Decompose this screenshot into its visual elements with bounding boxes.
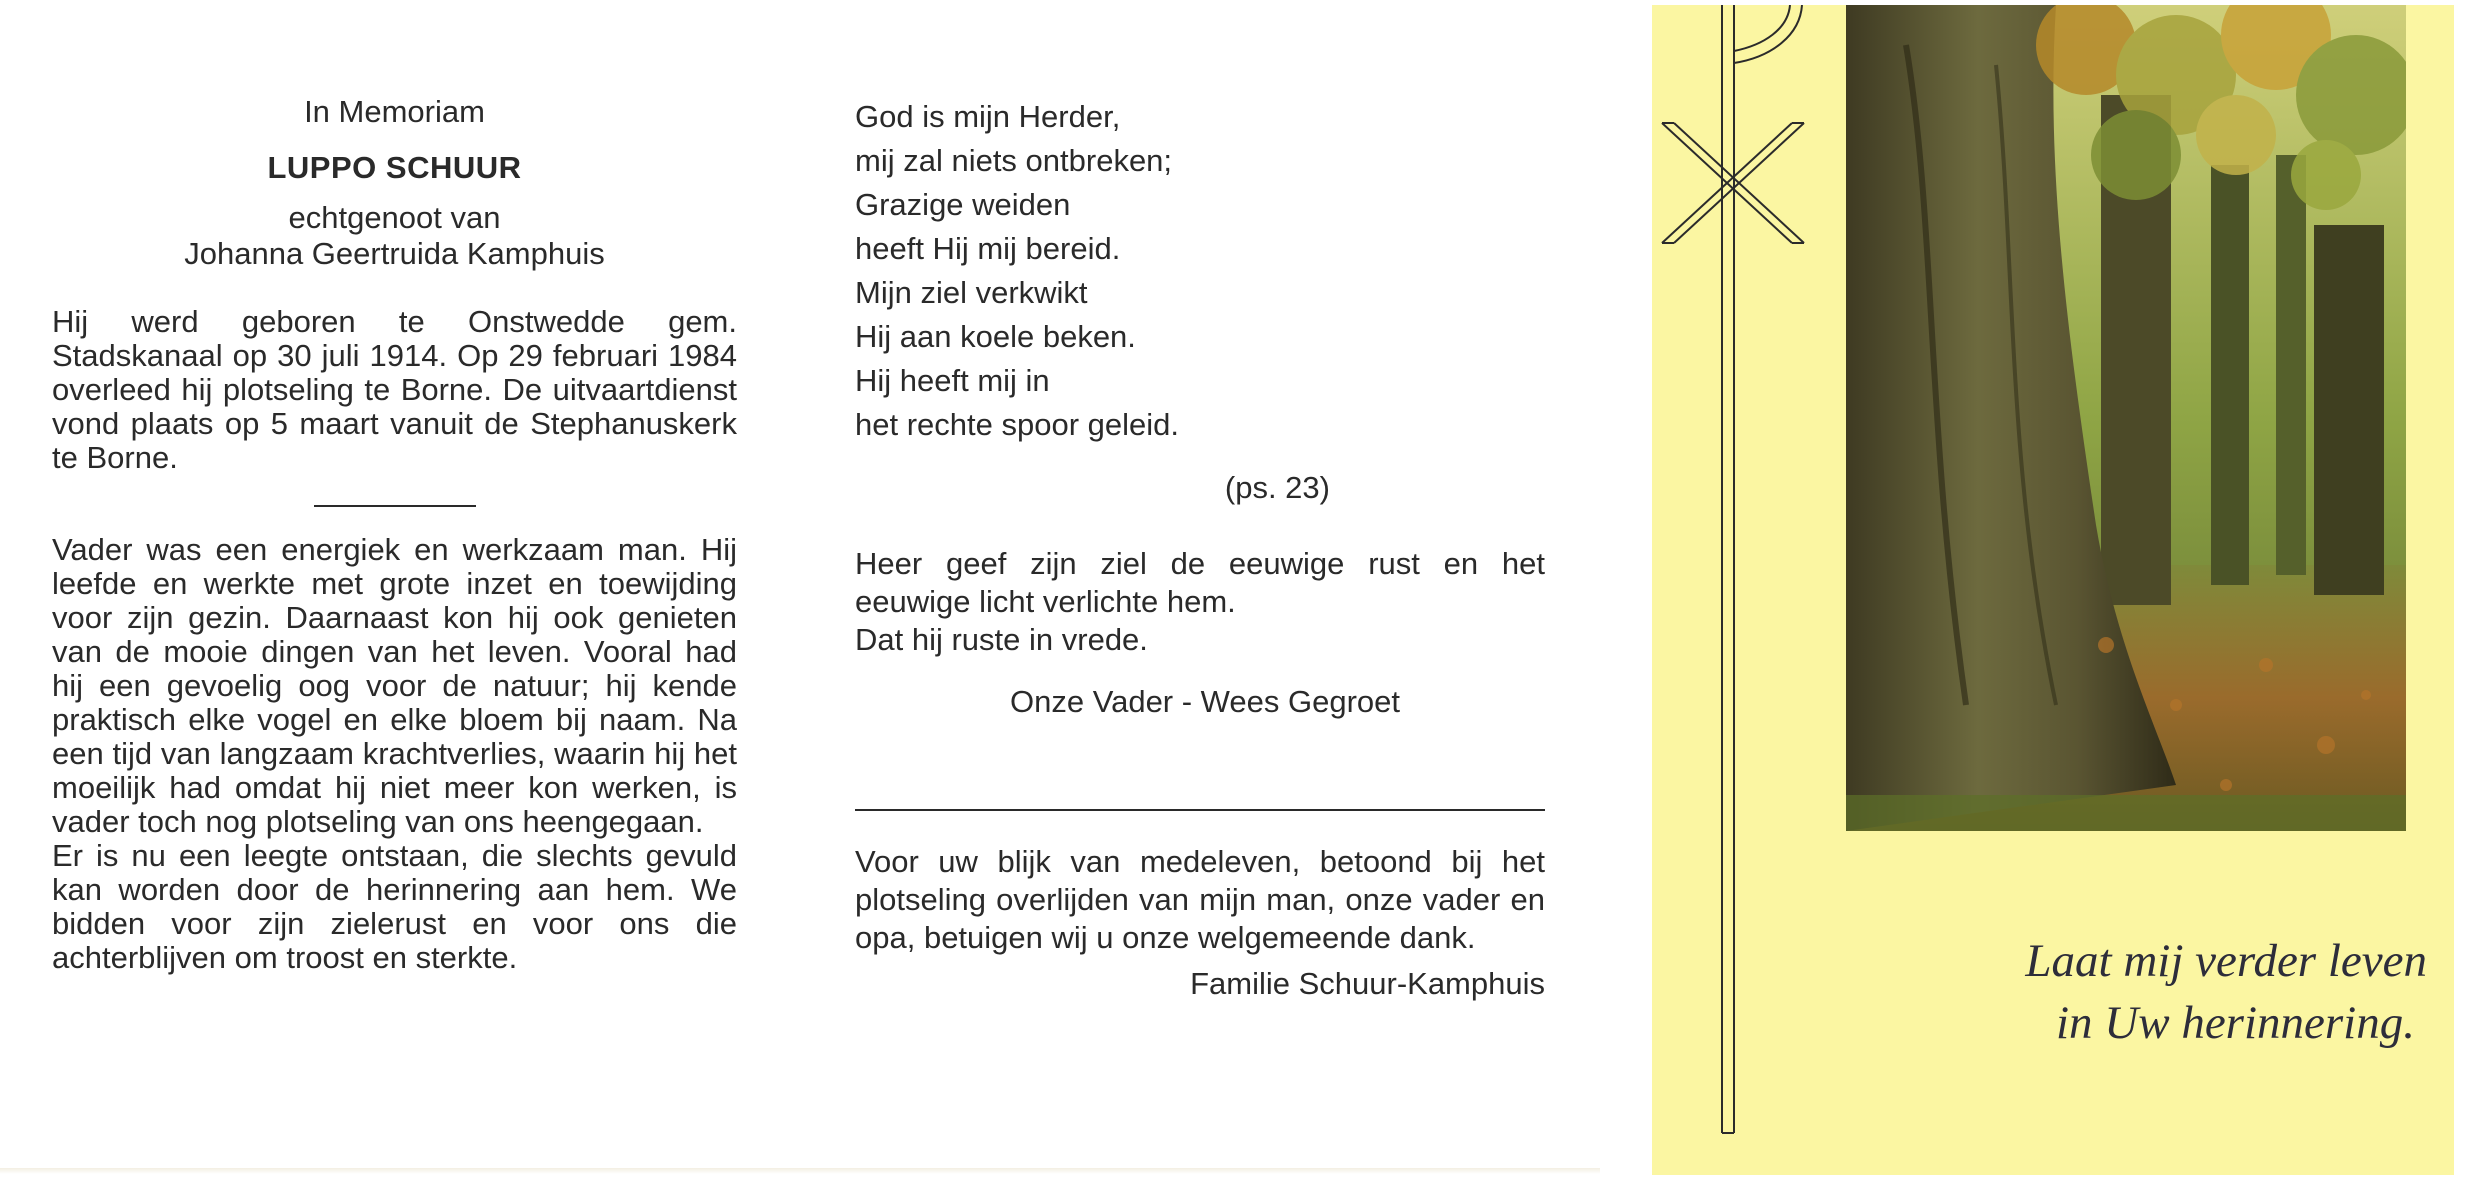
middle-panel — [855, 95, 1545, 1001]
cover-quote — [1867, 930, 2427, 1054]
spouse-name: Johanna Geertruida Kamphuis — [184, 236, 605, 271]
quote-line: Laat mij verder leven — [2025, 935, 2427, 987]
prayer-text — [855, 545, 1545, 659]
section-divider — [855, 809, 1545, 811]
prayers-title: Onze Vader - Wees Gegroet — [1010, 684, 1400, 719]
tribute-paragraph-1: Vader was een energiek en werkzaam man. Hij leefde en werkte met grote inzet en toewijding voor zijn gezin. Daarnaast kon hij ook genieten van de mooie dingen van het leven. Vooral had hij een gevoelig oog voor de natuur; hij kende praktisch elke vogel en elke bloem bij naam. Na een tijd van langzaam krachtverlies, waarin hij het moeilijk had omdat hij niet meer kon werken, is vader toch nog plotseling van ons heengegaan. — [52, 532, 737, 839]
psalm-line: het rechte spoor geleid. — [855, 407, 1179, 442]
psalm-text — [855, 95, 1545, 447]
spouse-label: echtgenoot van — [288, 200, 501, 235]
psalm-line: mij zal niets ontbreken; — [855, 143, 1173, 178]
psalm-line: Hij aan koele beken. — [855, 319, 1136, 354]
biography-text: Hij werd geboren te Onstwedde gem. Stadskanaal op 30 juli 1914. Op 29 februari 1984 overleed hij plotseling te Borne. De uitvaartdienst vond plaats op 5 maart vanuit de Stephanuskerk te Borne. — [52, 304, 737, 475]
memoriam-heading: In Memoriam — [304, 94, 485, 129]
family-signature: Familie Schuur-Kamphuis — [1190, 966, 1545, 1001]
quote-line: in Uw herinnering. — [2055, 997, 2415, 1049]
cover-card — [1652, 5, 2454, 1175]
deceased-name: LUPPO SCHUUR — [267, 150, 522, 185]
tribute-paragraph-2: Er is nu een leegte ontstaan, die slechts gevuld kan worden door de herinnering aan hem. We bidden voor zijn zielerust en voor ons die achterblijven om troost en sterkte. — [52, 838, 737, 975]
psalm-line: heeft Hij mij bereid. — [855, 231, 1121, 266]
section-divider — [314, 505, 476, 507]
thanks-text: Voor uw blijk van medeleven, betoond bij het plotseling overlijden van mijn man, onze vader en opa, betuigen wij u onze welgemeende dank. — [855, 844, 1545, 955]
prayer-line: Dat hij ruste in vrede. — [855, 622, 1148, 657]
forest-photo — [1846, 5, 2406, 831]
psalm-reference: (ps. 23) — [1224, 470, 1330, 505]
psalm-line: God is mijn Herder, — [855, 99, 1121, 134]
psalm-line: Hij heeft mij in — [855, 363, 1050, 398]
psalm-line: Mijn ziel verkwikt — [855, 275, 1088, 310]
psalm-line: Grazige weiden — [855, 187, 1071, 222]
cross-icon — [1652, 5, 1846, 1145]
left-panel — [52, 95, 737, 975]
card-fold-shadow — [0, 1168, 1600, 1174]
prayer-line: Heer geef zijn ziel de eeuwige rust en het eeuwige licht verlichte hem. — [855, 546, 1545, 619]
